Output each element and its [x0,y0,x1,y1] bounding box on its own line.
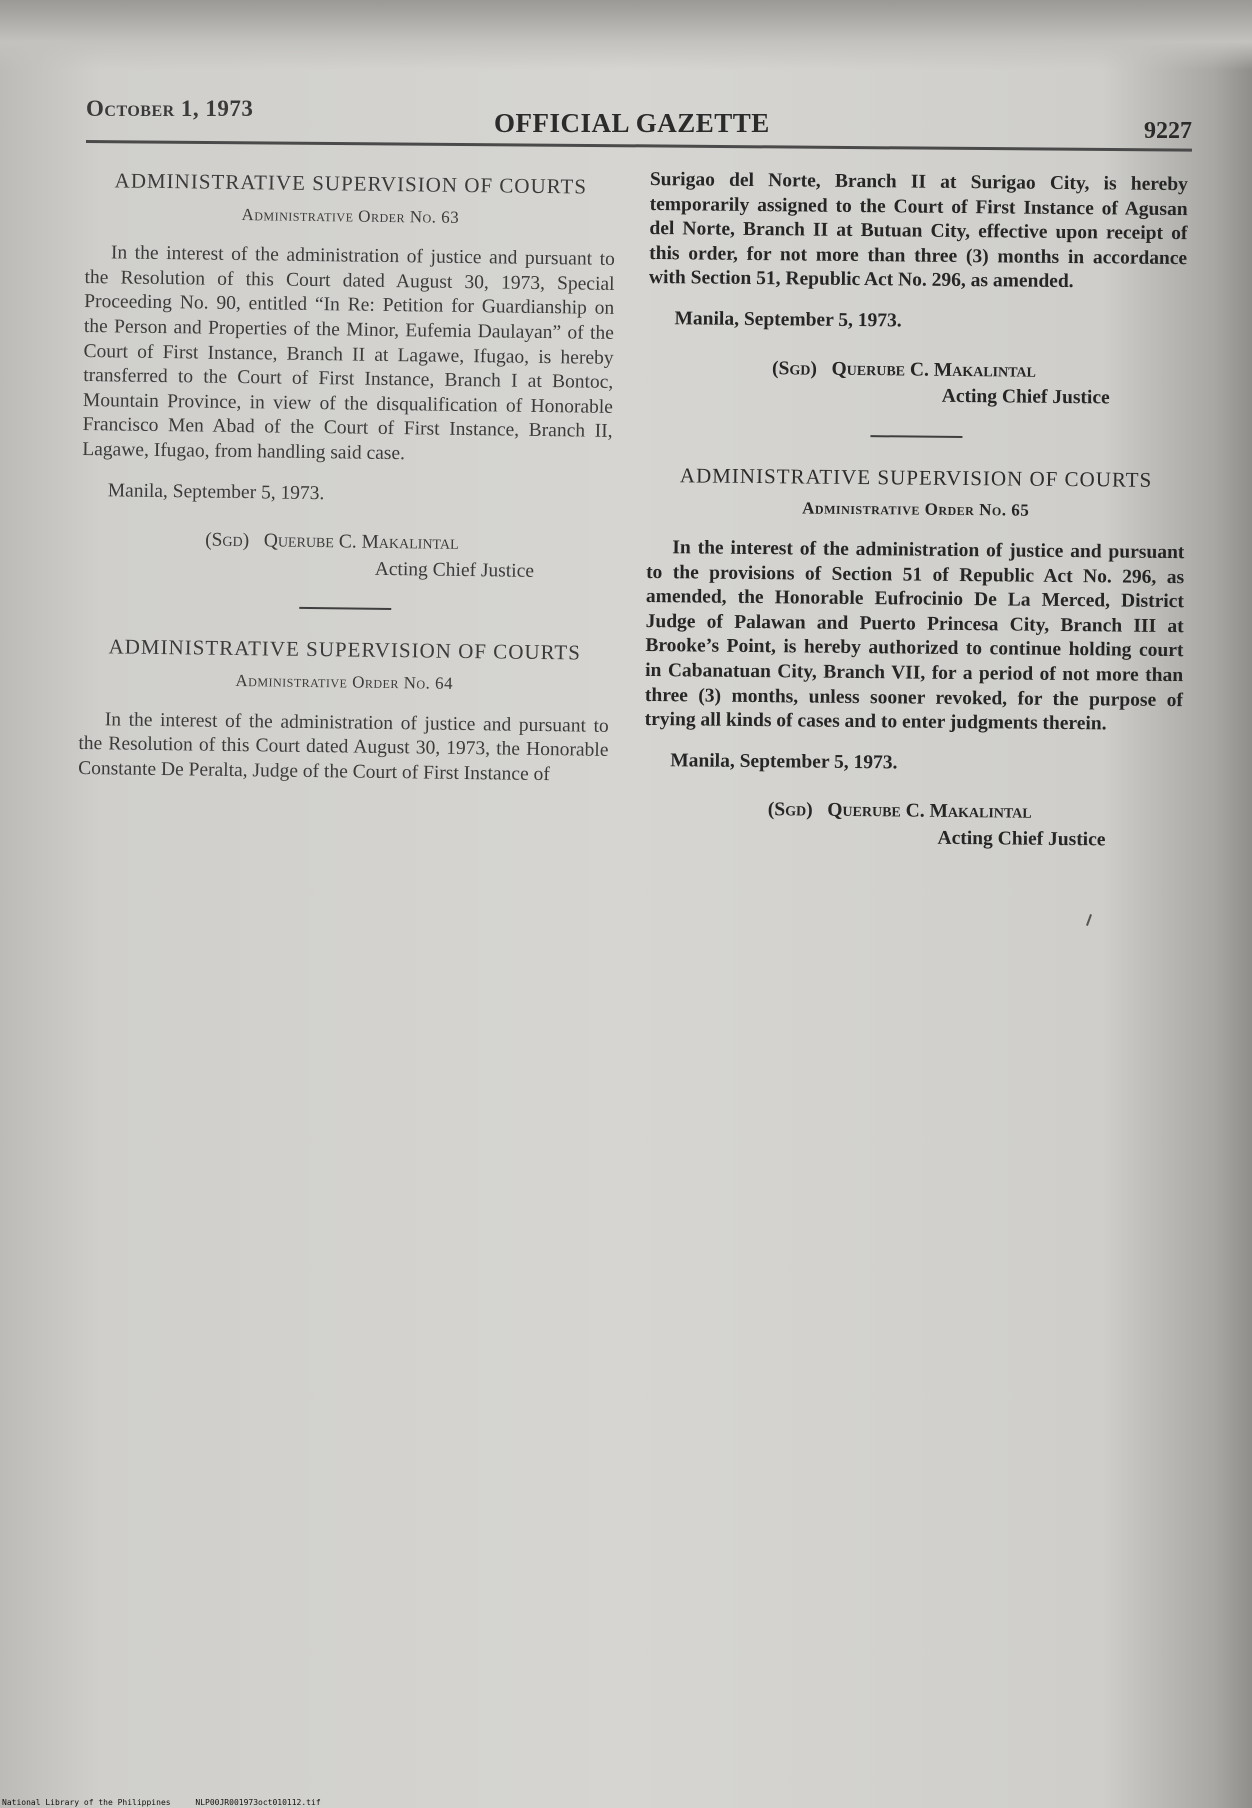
page-number: 9227 [1144,118,1192,144]
order-body: In the interest of the administration of justice and pursuant to the provisions of Section 51 of Republic Act No. 296, as amended, the Honorable Eufrocinio De La Merced, District Judge of Palawan and Puerto Princesa City, Branch III at Brooke’s Point, is hereby authorized to continue holding court in Cabanatuan City, Branch VII, for a period of not more than three (3) months, unless sooner revoked, for the purpose of trying all kinds of cases and to enter judgments therein. [644,537,1185,735]
right-column [643,168,1188,854]
order-body: In the interest of the administration of justice and pursuant to the Resolution of this Court dated August 30, 1973, the Honorable Constante De Peralta, Judge of the Court of First Instance of [78,708,609,785]
signature: (Sgd) Querube C. Makalintal [205,529,459,555]
order-number: Administrative Order No. 63 [241,204,460,227]
order-64 [78,634,610,788]
scan-footer [2,1798,341,1807]
order-date: Manila, September 5, 1973. [674,308,902,332]
signatory-title: Acting Chief Justice [937,827,1106,851]
order-date: Manila, September 5, 1973. [107,479,325,504]
section-divider [299,607,391,610]
order-body-continued: Surigao del Norte, Branch II at Surigao City, is hereby temporarily assigned to the Court of First Instance of Agusan del Norte, Branch II at Butuan City, effective upon receipt of this order, for not more than three (3) months in accordance with Section 51, Republic Act No. 296, as amended. [648,168,1188,293]
footer-filename: NLP00JR001973oct010112.tif [195,1798,321,1807]
signatory-title: Acting Chief Justice [941,385,1110,409]
order-65 [643,463,1185,854]
order-63 [81,168,616,585]
signature: (Sgd) Querube C. Makalintal [767,799,1032,823]
order-date: Manila, September 5, 1973. [670,749,898,774]
signature: (Sgd) Querube C. Makalintal [771,357,1037,382]
section-heading: ADMINISTRATIVE SUPERVISION OF COURTS [108,634,582,665]
section-heading: ADMINISTRATIVE SUPERVISION OF COURTS [679,463,1153,492]
order-number: Administrative Order No. 65 [802,498,1030,520]
publication-title: OFFICIAL GAZETTE [494,108,770,138]
page-header [86,96,1192,144]
footer-library: National Library of the Philippines [2,1798,171,1807]
order-body: In the interest of the administration of justice and pursuant to the Resolution of this Court dated August 30, 1973, Special Proceeding No. 90, entitled “In Re: Petition for Guardianship on the Person and Properties of the Minor, Eufemia Daulayan” of the Court of First Instance, Branch II at Lagawe, Ifugao, is hereby transferred to the Court of First Instance, Branch I at Bontoc, Mountain Province, in view of the disqualification of Honorable Francisco Men Abad of the Court of First Instance, Branch II, Lagawe, Ifugao, from handling said case. [82,242,615,465]
order-number: Administrative Order No. 64 [235,670,454,693]
order-64-continued [648,168,1188,412]
section-heading: ADMINISTRATIVE SUPERVISION OF COURTS [114,168,588,199]
left-column [78,168,616,798]
section-divider [870,435,962,438]
scan-shadow [0,0,1252,70]
signatory-title: Acting Chief Justice [374,558,535,582]
header-date: October 1, 1973 [86,96,254,121]
